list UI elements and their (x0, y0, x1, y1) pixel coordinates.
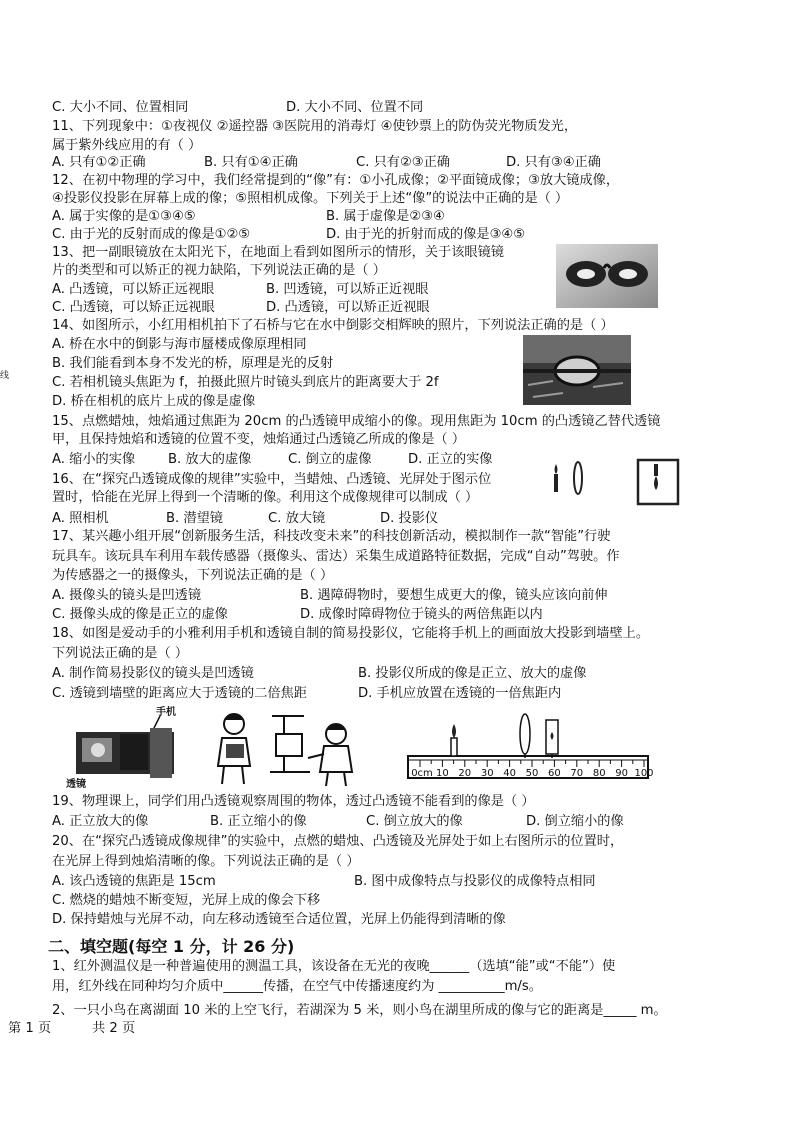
text-line: A. 只有①②正确 (52, 155, 146, 170)
text-line: 12、在初中物理的学习中，我们经常提到的“像”有：①小孔成像；②平面镜成像；③放大镜成像， (52, 173, 620, 188)
text-line: C. 透镜到墙壁的距离应大于透镜的二倍焦距 (52, 686, 307, 701)
text-line: 下列说法正确的是（ ） (52, 646, 189, 661)
text-line: A. 该凸透镜的焦距是 15cm (52, 874, 216, 889)
phone-label: 手机 (156, 707, 176, 718)
ruler-tick-label: 70 (570, 768, 584, 779)
text-line: 15、点燃蜡烛，烛焰通过焦距为 20cm 的凸透镜甲成缩小的像。现用焦距为 10cm 的凸透镜乙替代透镜 (52, 414, 661, 429)
text-line: 1、红外测温仪是一种普遍使用的测温工具，该设备在无光的夜晚______（选填“能”或“不能”）使 (52, 959, 616, 974)
text-line: A. 照相机 (52, 511, 109, 526)
text-line: A. 凸透镜，可以矫正远视眼 (52, 282, 215, 297)
text-line: 11、下列现象中：①夜视仪 ②遥控器 ③医院用的消毒灯 ④使钞票上的防伪荧光物质发光， (52, 119, 578, 134)
text-line: B. 我们能看到本身不发光的桥，原理是光的反射 (52, 356, 334, 371)
text-line: ④投影仪投影在屏幕上成的像；⑤照相机成像。下列关于上述“像”的说法中正确的是（ ） (52, 191, 569, 206)
text-line: C. 倒立放大的像 (366, 814, 463, 829)
text-line: B. 只有①④正确 (204, 155, 298, 170)
text-line: 20、在“探究凸透镜成像规律”的实验中，点燃的蜡烛、凸透镜及光屏处于如上右图所示的位置时， (52, 834, 624, 849)
ruler-tick-label: 50 (525, 768, 539, 779)
text-line: 玩具车。该玩具车利用车载传感器（摄像头、雷达）采集生成道路特征数据，完成“自动”驾驶。作 (52, 549, 620, 564)
ruler-tick-label: 90 (615, 768, 628, 779)
ruler-tick-label: 40 (503, 768, 516, 779)
text-line: D. 成像时障碍物位于镜头的两倍焦距以内 (300, 607, 543, 622)
text-line: C. 摄像头成的像是正立的虚像 (52, 607, 228, 622)
text-line: 18、如图是爱动手的小雅利用手机和透镜自制的简易投影仪，它能将手机上的画面放大投影到墙壁上。 (52, 626, 650, 641)
text-line: 19、物理课上，同学们用凸透镜观察周围的物体，透过凸透镜不能看到的像是（ ） (52, 794, 535, 809)
binding-margin-mark: 线 (0, 371, 10, 381)
text-line: A. 属于实像的是①③④⑤ (52, 209, 196, 224)
text-line: C. 放大镜 (268, 511, 326, 526)
text-line: C. 倒立的虚像 (288, 452, 372, 467)
text-line: A. 桥在水中的倒影与海市蜃楼成像原理相同 (52, 337, 307, 352)
light-screen-with-image (636, 458, 680, 506)
text-line: D. 手机应放置在透镜的一倍焦距内 (358, 686, 562, 701)
text-line: D. 桥在相机的底片上成的像是虚像 (52, 394, 256, 409)
text-line: A. 摄像头的镜头是凹透镜 (52, 588, 202, 603)
text-line: 置时，恰能在光屏上得到一个清晰的像。利用这个成像规律可以制成（ ） (52, 490, 479, 505)
text-line: D. 凸透镜，可以矫正近视眼 (266, 300, 430, 315)
text-line: 用，红外线在同种均匀介质中______传播，在空气中传播速度约为 __________m/s。 (52, 979, 542, 994)
text-line: C. 只有②③正确 (356, 155, 450, 170)
text-line: C. 凸透镜，可以矫正远视眼 (52, 300, 215, 315)
ruler-tick-label: 0cm (411, 768, 433, 779)
text-line: D. 正立的实像 (408, 452, 493, 467)
page-number: 第 1 页 (8, 1021, 52, 1036)
text-line: 属于紫外线应用的有（ ） (52, 138, 202, 153)
text-line: B. 投影仪所成的像是正立、放大的虚像 (358, 666, 587, 681)
text-line: C. 燃烧的蜡烛不断变短，光屏上成的像会下移 (52, 893, 321, 908)
text-line: B. 放大的虚像 (168, 452, 252, 467)
ruler-tick-label: 100 (634, 768, 654, 779)
text-line: 2、一只小鸟在离湖面 10 米的上空飞行，若湖深为 5 米，则小鸟在湖里所成的像与它的距离是_____ m。 (52, 1003, 667, 1018)
candle-and-convex-lens (548, 458, 588, 500)
text-line: B. 正立缩小的像 (210, 814, 307, 829)
text-line: B. 潜望镜 (166, 511, 223, 526)
students-cartoon (212, 708, 360, 788)
ruler-tick-label: 30 (480, 768, 494, 779)
text-line: D. 大小不同、位置不同 (286, 100, 424, 115)
ruler-tick-label: 10 (436, 768, 449, 779)
page-total: 共 2 页 (92, 1021, 136, 1036)
text-line: D. 倒立缩小的像 (526, 814, 624, 829)
text-line: B. 图中成像特点与投影仪的成像特点相同 (354, 874, 596, 889)
text-line: 为传感器之一的摄像头，下列说法正确的是（ ） (52, 568, 334, 583)
text-line: 片的类型和可以矫正的视力缺陷，下列说法正确的是（ ） (52, 263, 386, 278)
text-line: A. 缩小的实像 (52, 452, 136, 467)
text-line: D. 由于光的折射而成的像是③④⑤ (326, 227, 526, 242)
optical-bench-figure (406, 710, 654, 782)
text-line: 13、把一副眼镜放在太阳光下，在地面上看到如图所示的情形，关于该眼镜镜 (52, 245, 504, 260)
text-line: C. 大小不同、位置相同 (52, 100, 189, 115)
text-line: 在光屏上得到烛焰清晰的像。下列说法正确的是（ ） (52, 854, 360, 869)
text-line: B. 凹透镜，可以矫正近视眼 (266, 282, 429, 297)
text-line: 16、在“探究凸透镜成像的规律”实验中，当蜡烛、凸透镜、光屏处于图示位 (52, 472, 492, 487)
text-line: 17、某兴趣小组开展“创新服务生活，科技改变未来”的科技创新活动，模拟制作一款“智能”行驶 (52, 529, 611, 544)
text-line: 甲，且保持烛焰和透镜的位置不变，烛焰通过凸透镜乙所成的像是（ ） (52, 432, 466, 447)
section-heading-fill-in: 二、填空题(每空 1 分，计 26 分) (48, 937, 295, 956)
text-line: C. 若相机镜头焦距为 f，拍摄此照片时镜头到底片的距离要大于 2f (52, 375, 439, 390)
text-line: D. 投影仪 (380, 511, 439, 526)
text-line: A. 正立放大的像 (52, 814, 149, 829)
text-line: C. 由于光的反射而成的像是①②⑤ (52, 227, 251, 242)
text-line: 14、如图所示，小红用相机拍下了石桥与它在水中倒影交相辉映的照片，下列说法正确的是（ ） (52, 318, 614, 333)
text-line: D. 保持蜡烛与光屏不动，向左移动透镜至合适位置，光屏上仍能得到清晰的像 (52, 912, 506, 927)
ruler-tick-label: 60 (548, 768, 561, 779)
text-line: B. 属于虚像是②③④ (326, 209, 445, 224)
text-line: B. 遇障碍物时，要想生成更大的像，镜头应该向前伸 (300, 588, 608, 603)
ruler-tick-label: 80 (592, 768, 606, 779)
ruler-tick-label: 20 (458, 768, 472, 779)
bridge-reflection-photo (523, 335, 631, 405)
lens-label: 透镜 (66, 779, 86, 790)
text-line: A. 制作简易投影仪的镜头是凹透镜 (52, 666, 254, 681)
text-line: D. 只有③④正确 (506, 155, 601, 170)
glasses-shadow-image (556, 244, 658, 308)
